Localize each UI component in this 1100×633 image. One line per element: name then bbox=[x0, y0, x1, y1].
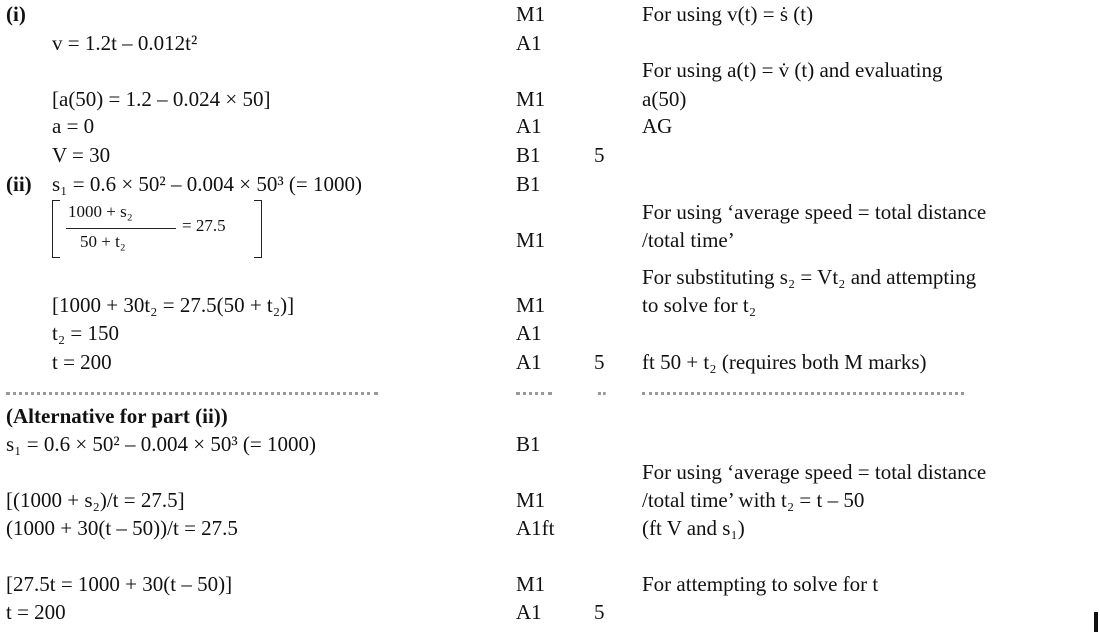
alt-note-solve: For attempting to solve for t bbox=[642, 572, 879, 596]
mark-m1-fraction: M1 bbox=[516, 228, 546, 252]
alt-mark-a1ft: A1ft bbox=[516, 516, 555, 540]
working-s1: s₁ = 0.6 × 50² – 0.004 × 50³ (= 1000) bbox=[52, 172, 362, 196]
working-a50: [a(50) = 1.2 – 0.024 × 50] bbox=[52, 87, 271, 111]
total-part-i: 5 bbox=[594, 143, 605, 167]
note-sub-2: to solve for t₂ bbox=[642, 293, 757, 317]
working-substitution: [1000 + 30t₂ = 27.5(50 + t₂)] bbox=[52, 293, 295, 317]
mark-m1-substitution: M1 bbox=[516, 293, 546, 317]
working-velocity: v = 1.2t – 0.012t² bbox=[52, 31, 198, 55]
fraction-numerator: 1000 + s₂ bbox=[68, 202, 133, 221]
fraction-rhs: = 27.5 bbox=[182, 216, 226, 235]
note-avg-2: /total time’ bbox=[642, 228, 735, 252]
total-part-ii: 5 bbox=[594, 350, 605, 374]
separator-marks bbox=[516, 392, 552, 395]
fraction-denominator: 50 + t₂ bbox=[80, 232, 126, 251]
text-cursor bbox=[1094, 612, 1098, 632]
alt-note-avg-2: /total time’ with t₂ = t – 50 bbox=[642, 488, 865, 512]
separator-working bbox=[6, 392, 378, 395]
mark-a1-t200: A1 bbox=[516, 350, 542, 374]
working-a-zero: a = 0 bbox=[52, 114, 95, 138]
note-at-1: For using a(t) = v̇ (t) and evaluating bbox=[642, 58, 943, 82]
note-at-2: a(50) bbox=[642, 87, 687, 111]
note-ag: AG bbox=[642, 114, 673, 138]
mark-b1-s1: B1 bbox=[516, 172, 541, 196]
working-v30: V = 30 bbox=[52, 143, 111, 167]
alt-working-sub: (1000 + 30(t – 50))/t = 27.5 bbox=[6, 516, 238, 540]
mark-a1-a-zero: A1 bbox=[516, 114, 542, 138]
average-speed-fraction bbox=[52, 200, 262, 258]
alt-working-solve: [27.5t = 1000 + 30(t – 50)] bbox=[6, 572, 233, 596]
alt-mark-m1-avg: M1 bbox=[516, 488, 546, 512]
separator-totals bbox=[598, 392, 606, 395]
mark-m1-a50: M1 bbox=[516, 87, 546, 111]
alt-total: 5 bbox=[594, 600, 605, 624]
alt-mark-b1: B1 bbox=[516, 432, 541, 456]
right-bracket bbox=[254, 200, 262, 258]
alt-working-avg: [(1000 + s₂)/t = 27.5] bbox=[6, 488, 185, 512]
left-bracket bbox=[52, 200, 60, 258]
separator-notes bbox=[642, 392, 964, 395]
part-label-i: (i) bbox=[6, 2, 26, 26]
alt-note-avg-3: (ft V and s₁) bbox=[642, 516, 745, 540]
alt-note-avg-1: For using ‘average speed = total distance bbox=[642, 460, 987, 484]
alternative-heading: (Alternative for part (ii)) bbox=[6, 404, 228, 428]
mark-m1-vt: M1 bbox=[516, 2, 546, 26]
part-label-ii: (ii) bbox=[6, 172, 32, 196]
mark-b1-v30: B1 bbox=[516, 143, 541, 167]
working-t2: t₂ = 150 bbox=[52, 321, 119, 345]
note-avg-1: For using ‘average speed = total distance bbox=[642, 200, 987, 224]
mark-a1-t2: A1 bbox=[516, 321, 542, 345]
note-vt: For using v(t) = ṡ (t) bbox=[642, 2, 814, 26]
fraction-bar bbox=[66, 228, 176, 229]
alt-mark-m1-solve: M1 bbox=[516, 572, 546, 596]
mark-a1-velocity: A1 bbox=[516, 31, 542, 55]
alt-working-s1: s₁ = 0.6 × 50² – 0.004 × 50³ (= 1000) bbox=[6, 432, 316, 456]
working-t200: t = 200 bbox=[52, 350, 112, 374]
note-sub-1: For substituting s₂ = Vt₂ and attempting bbox=[642, 265, 977, 289]
note-ft: ft 50 + t₂ (requires both M marks) bbox=[642, 350, 927, 374]
alt-working-t200: t = 200 bbox=[6, 600, 66, 624]
alt-mark-a1: A1 bbox=[516, 600, 542, 624]
